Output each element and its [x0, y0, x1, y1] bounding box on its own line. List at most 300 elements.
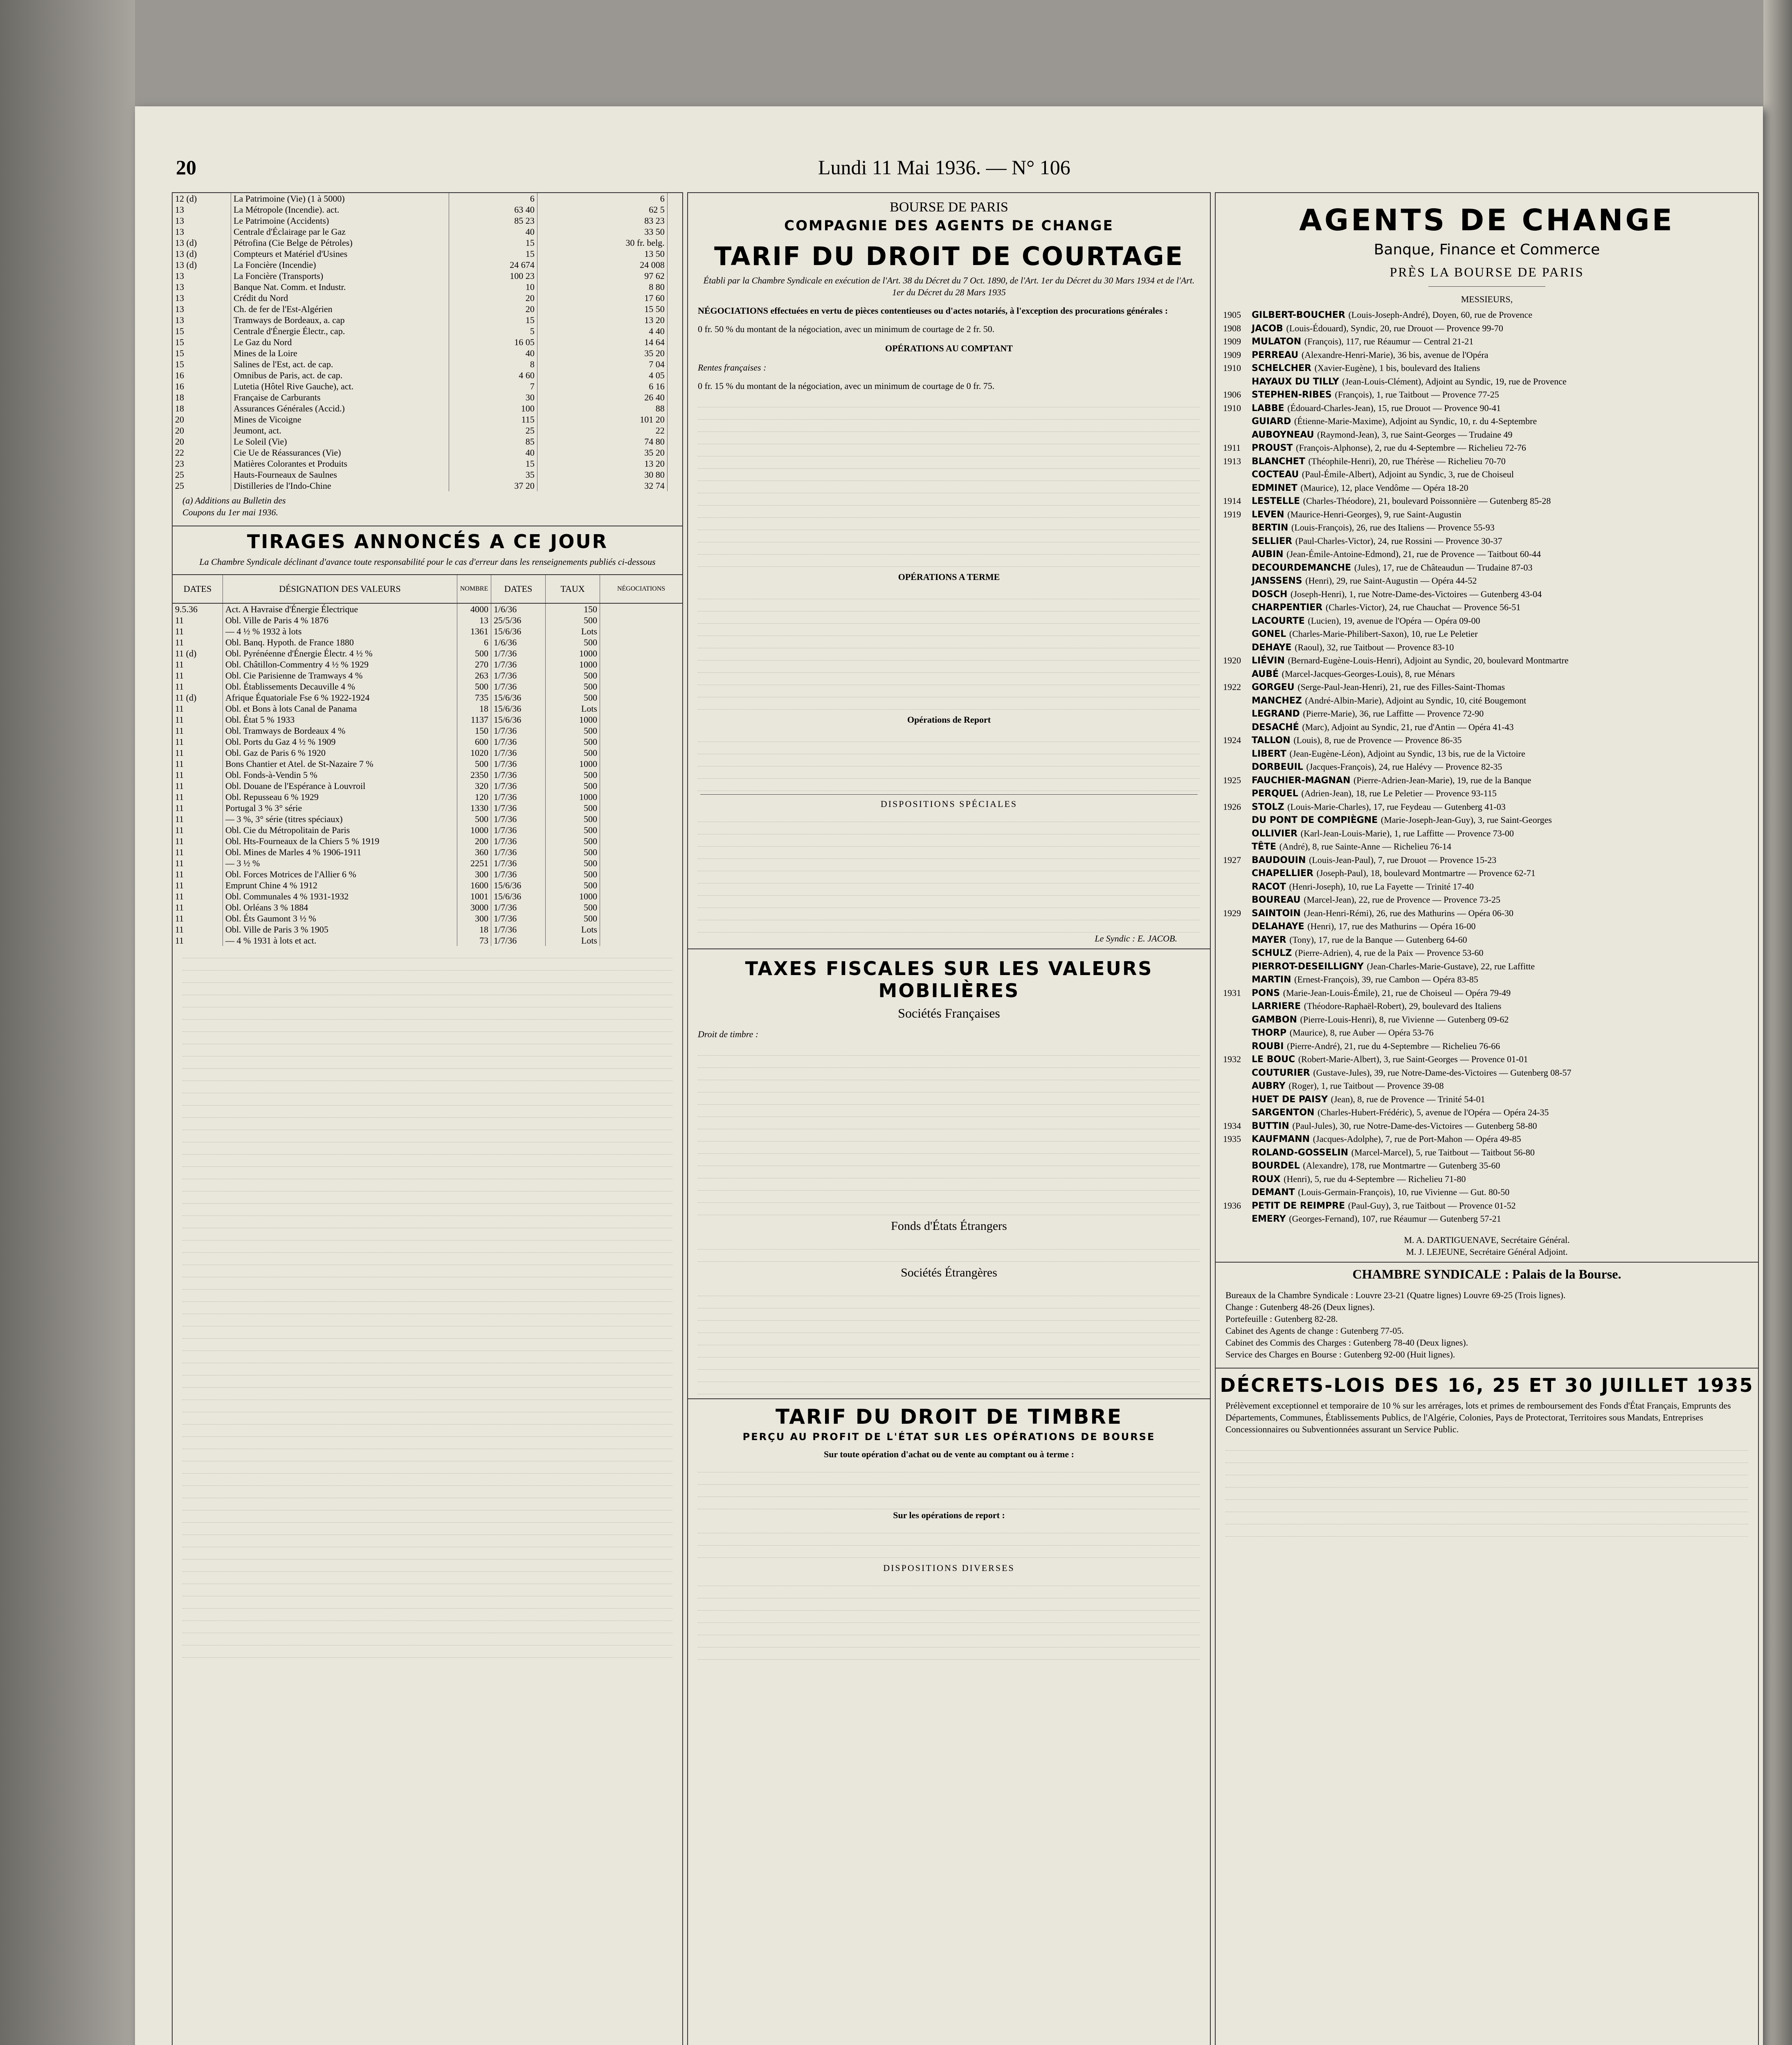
coupon-name: Matières Colorantes et Produits	[231, 458, 449, 469]
text-line	[698, 1056, 1200, 1068]
text-line	[1225, 1524, 1748, 1537]
tirage-name: Obl. État 5 % 1933	[223, 714, 457, 725]
agent-entry	[1216, 322, 1758, 335]
text-line	[698, 1333, 1200, 1345]
coupon-gross: 5	[449, 326, 537, 337]
agent-entry	[1216, 787, 1758, 800]
agent-name: RACOT	[1252, 881, 1289, 892]
agent-name: BAUDOUIN	[1252, 855, 1309, 865]
company-name: COMPAGNIE DES AGENTS DE CHANGE	[784, 218, 1114, 234]
agent-address: (Pierre-André), 21, rue du 4-Septembre — Richelieu 76-66	[1287, 1040, 1500, 1051]
tirage-date: 11	[173, 902, 223, 913]
agent-entry	[1216, 335, 1758, 348]
coupon-net: 6	[537, 193, 667, 204]
tirage-name: — 4 % 1931 à lots et act.	[223, 935, 457, 946]
agent-entry	[1216, 1106, 1758, 1119]
agent-entry	[1216, 468, 1758, 481]
agent-address: (Henri-Joseph), 10, rue La Fayette — Trinité 17-40	[1289, 881, 1474, 892]
tirage-row	[173, 681, 682, 692]
coupon-date: 20	[173, 425, 231, 436]
tirage-date: 11	[173, 802, 223, 814]
col-dates2: DATES	[491, 575, 546, 603]
col-taux: TAUX	[546, 575, 600, 603]
tirage-negociations	[600, 736, 683, 747]
agent-name: LEVEN	[1252, 509, 1288, 520]
coupon-net: 26 40	[537, 392, 667, 403]
tirage-name: Obl. Fonds-à-Vendin 5 %	[223, 769, 457, 780]
tirage-name: — 3 %, 3° série (titres spéciaux)	[223, 814, 457, 825]
tirage-nombre: 500	[457, 681, 491, 692]
agent-name: AUBIN	[1252, 549, 1287, 560]
agent-name: BOUREAU	[1252, 895, 1304, 905]
text-line	[698, 542, 1200, 555]
coupon-gross: 15	[449, 458, 537, 469]
agent-entry	[1216, 721, 1758, 734]
agent-name: SCHULZ	[1252, 948, 1295, 958]
tirage-date-remb: 1/7/36	[491, 769, 546, 780]
tirage-nombre: 4000	[457, 604, 491, 615]
tirage-date-remb: 1/7/36	[491, 725, 546, 736]
agent-entry	[1216, 362, 1758, 375]
chambre-lines	[1216, 1286, 1758, 1364]
agent-name: GUIARD	[1252, 416, 1294, 427]
agent-year: 1922	[1223, 682, 1241, 692]
bourse-head: BOURSE DE PARIS	[890, 200, 1008, 215]
coupon-name: Française de Carburants	[231, 392, 449, 403]
text-line	[182, 1007, 672, 1020]
coupon-gross: 16 05	[449, 337, 537, 348]
agent-name: KAUFMANN	[1252, 1134, 1313, 1144]
agent-address: (Pierre-Louis-Henri), 8, rue Vivienne — Gutenberg 09-62	[1300, 1014, 1509, 1025]
text-line	[182, 1314, 672, 1326]
text-line	[182, 1081, 672, 1093]
coupon-net: 8 80	[537, 281, 667, 292]
text-line	[698, 420, 1200, 432]
agent-name: TALLON	[1252, 735, 1294, 746]
terme-heading: OPÉRATIONS A TERME	[898, 572, 1000, 582]
text-line	[698, 1521, 1200, 1533]
agent-entry	[1216, 960, 1758, 973]
coupon-net: 14 64	[537, 337, 667, 348]
tirage-negociations	[600, 869, 683, 880]
tirage-taux: 500	[546, 769, 600, 780]
tirage-row	[173, 604, 682, 615]
text-line	[698, 1472, 1200, 1485]
agent-name: MULATON	[1252, 337, 1304, 347]
tirage-nombre: 1137	[457, 714, 491, 725]
text-line	[698, 1080, 1200, 1092]
tirages-subtitle: La Chambre Syndicale déclinant d'avance toute responsabilité pour le cas d'erreur dans les renseignements publiés ci-dessous	[199, 557, 656, 567]
text-line	[698, 883, 1200, 896]
agent-address: (Alexandre), 178, rue Montmartre — Gutenberg 35-60	[1303, 1160, 1500, 1171]
text-line	[698, 810, 1200, 822]
text-line	[698, 754, 1200, 766]
agent-name: SARGENTON	[1252, 1108, 1318, 1118]
tirage-nombre: 500	[457, 758, 491, 769]
tirage-name: Obl. Établissements Decauville 4 %	[223, 681, 457, 692]
coupon-name: Omnibus de Paris, act. de cap.	[231, 370, 449, 381]
coupon-name: Le Patrimoine (Accidents)	[231, 215, 449, 226]
text-line	[698, 1043, 1200, 1056]
coupon-name: La Foncière (Incendie)	[231, 259, 449, 270]
comptant-heading: OPÉRATIONS AU COMPTANT	[885, 343, 1013, 353]
tirage-nombre: 320	[457, 780, 491, 791]
agent-name: HUET DE PAISY	[1252, 1094, 1331, 1105]
secretaire-adjoint: M. J. LEJEUNE, Secrétaire Général Adjoint.	[1406, 1246, 1568, 1257]
report-text-block	[688, 730, 1210, 791]
scan-gutter	[0, 0, 135, 2045]
agent-name: SAINTOIN	[1252, 908, 1304, 919]
chambre-line: Cabinet des Commis des Charges : Gutenberg 78-40 (Deux lignes).	[1225, 1337, 1468, 1348]
agent-name: JACOB	[1252, 323, 1286, 334]
agent-name: BERTIN	[1252, 523, 1292, 533]
text-line	[182, 1645, 672, 1658]
text-line	[698, 1296, 1200, 1308]
text-line	[1225, 1438, 1748, 1451]
tirage-taux: 500	[546, 869, 600, 880]
coupon-name: Le Gaz du Nord	[231, 337, 449, 348]
agent-year: 1920	[1223, 655, 1241, 665]
coupon-gross: 40	[449, 348, 537, 359]
text-line	[698, 822, 1200, 834]
tirage-taux: 500	[546, 825, 600, 836]
agent-address: (André), 8, rue Sainte-Anne — Richelieu 76-14	[1279, 841, 1452, 852]
agent-address: (Serge-Paul-Jean-Henri), 21, rue des Filles-Saint-Thomas	[1297, 682, 1505, 692]
tirage-date: 11	[173, 780, 223, 791]
tirage-nombre: 1600	[457, 880, 491, 891]
agent-entry	[1216, 1186, 1758, 1199]
agent-entry	[1216, 1093, 1758, 1106]
tirage-negociations	[600, 637, 683, 648]
tirage-nombre: 2350	[457, 769, 491, 780]
agent-year: 1908	[1223, 323, 1241, 333]
agent-address: (Marcel-Marcel), 5, rue Taitbout — Taitbout 56-80	[1351, 1147, 1535, 1157]
agent-address: (Louis-Édouard), Syndic, 20, rue Drouot — Provence 99-70	[1286, 323, 1503, 333]
agent-entry	[1216, 893, 1758, 907]
tirage-nombre: 2251	[457, 858, 491, 869]
text-line	[182, 1584, 672, 1596]
text-line	[698, 1308, 1200, 1321]
agent-year: 1926	[1223, 801, 1241, 812]
agent-entry	[1216, 428, 1758, 442]
tirage-negociations	[600, 692, 683, 703]
coupon-extra	[667, 436, 682, 447]
tirage-date: 9.5.36	[173, 604, 223, 615]
agent-name: DECOURDEMANCHE	[1252, 562, 1354, 573]
agent-name: CHARPENTIER	[1252, 602, 1326, 613]
tirage-nombre: 1000	[457, 825, 491, 836]
text-line	[182, 1388, 672, 1400]
agent-entry	[1216, 561, 1758, 575]
agent-year: 1927	[1223, 854, 1241, 865]
taxes-title: TAXES FISCALES SUR LES VALEURS MOBILIÈRES	[745, 957, 1153, 1002]
coupon-net: 33 50	[537, 226, 667, 237]
agent-entry	[1216, 415, 1758, 428]
tirage-taux: 500	[546, 670, 600, 681]
text-line	[1225, 1463, 1748, 1475]
tirage-date: 11	[173, 858, 223, 869]
agents-title: AGENTS DE CHANGE	[1299, 203, 1675, 237]
chambre-title: CHAMBRE SYNDICALE : Palais de la Bourse.	[1352, 1266, 1621, 1281]
agent-entry	[1216, 1066, 1758, 1080]
text-line	[698, 1635, 1200, 1647]
tirage-nombre: 270	[457, 659, 491, 670]
coupon-gross: 20	[449, 303, 537, 315]
text-line	[182, 1486, 672, 1498]
text-line	[182, 1204, 672, 1216]
coupon-name: Le Soleil (Vie)	[231, 436, 449, 447]
tirage-negociations	[600, 935, 683, 946]
coupon-net: 4 05	[537, 370, 667, 381]
tirage-negociations	[600, 681, 683, 692]
agent-address: (Édouard-Charles-Jean), 15, rue Drouot — Provence 90-41	[1287, 402, 1501, 413]
agent-address: (Roger), 1, rue Taitbout — Provence 39-08	[1288, 1081, 1444, 1091]
tirage-negociations	[600, 825, 683, 836]
tirage-name: Obl. Banq. Hypoth. de France 1880	[223, 637, 457, 648]
text-line	[698, 1611, 1200, 1623]
agent-address: (Pierre-Adrien), 4, rue de la Paix — Provence 53-60	[1295, 948, 1484, 958]
coupon-date: 13	[173, 226, 231, 237]
coupon-name: Centrale d'Énergie Électr., cap.	[231, 326, 449, 337]
text-line	[1225, 1500, 1748, 1512]
tirage-taux: 500	[546, 692, 600, 703]
agent-name: SCHELCHER	[1252, 363, 1315, 373]
agent-address: (Paul-Guy), 3, rue Taitbout — Provence 01-52	[1348, 1200, 1516, 1211]
agent-address: (Charles-Hubert-Frédéric), 5, avenue de l'Opéra — Opéra 24-35	[1318, 1107, 1549, 1117]
coupon-gross: 20	[449, 292, 537, 303]
agent-name: PERREAU	[1252, 350, 1302, 360]
tirage-date: 11	[173, 913, 223, 924]
agent-name: ROUX	[1252, 1174, 1284, 1184]
coupon-extra	[667, 414, 682, 425]
coupons-note	[173, 491, 682, 521]
tirage-nombre: 1020	[457, 747, 491, 758]
agent-entry	[1216, 1212, 1758, 1226]
text-line	[698, 1166, 1200, 1178]
text-line	[182, 1339, 672, 1351]
decrets-continuation	[1216, 1438, 1758, 1537]
coupon-row	[173, 193, 682, 204]
agents-subtitle2: PRÈS LA BOURSE DE PARIS	[1390, 265, 1584, 279]
text-line	[698, 1237, 1200, 1249]
tirage-date: 11	[173, 924, 223, 935]
tirage-name: Obl. Tramways de Bordeaux 4 %	[223, 725, 457, 736]
tirage-row	[173, 692, 682, 703]
agent-address: (Xavier-Eugène), 1 bis, boulevard des Italiens	[1314, 363, 1480, 373]
text-line	[182, 1155, 672, 1167]
text-line	[698, 469, 1200, 481]
text-line	[698, 407, 1200, 420]
coupon-row	[173, 204, 682, 215]
coupon-row	[173, 392, 682, 403]
coupon-net: 13 50	[537, 248, 667, 259]
agent-name: DU PONT DE COMPIÈGNE	[1252, 815, 1381, 825]
agent-address: (Jean-Émile-Antoine-Edmond), 21, rue de Provence — Taitbout 60-44	[1286, 549, 1541, 559]
text-line	[698, 871, 1200, 883]
tirage-taux: Lots	[546, 626, 600, 637]
tirage-row	[173, 825, 682, 836]
tirage-nombre: 1001	[457, 891, 491, 902]
tirage-date: 11	[173, 615, 223, 626]
text-line	[698, 661, 1200, 673]
tirage-taux: 500	[546, 725, 600, 736]
coupon-row	[173, 303, 682, 315]
agent-address: (Jean-Charles-Marie-Gustave), 22, rue Laffitte	[1367, 961, 1535, 971]
coupon-gross: 30	[449, 392, 537, 403]
tirage-date-remb: 1/6/36	[491, 604, 546, 615]
tirage-name: Obl. Éts Gaumont 3 ½ %	[223, 913, 457, 924]
agent-address: (Louis-Germain-François), 10, rue Vivienne — Gut. 80-50	[1298, 1187, 1510, 1197]
text-line	[698, 599, 1200, 611]
coupon-gross: 100	[449, 403, 537, 414]
text-line	[1225, 1451, 1748, 1463]
coupon-row	[173, 436, 682, 447]
coupon-net: 24 008	[537, 259, 667, 270]
tirage-date: 11	[173, 725, 223, 736]
text-line	[182, 1191, 672, 1204]
tirage-taux: 500	[546, 747, 600, 758]
page-number: 20	[176, 156, 196, 179]
agent-entry	[1216, 760, 1758, 774]
agent-year: 1906	[1223, 389, 1241, 400]
agent-entry	[1216, 441, 1758, 455]
coupon-extra	[667, 315, 682, 326]
agent-name: LIBERT	[1252, 748, 1290, 759]
tirage-taux: 500	[546, 913, 600, 924]
text-line	[182, 1609, 672, 1621]
tirage-date: 11 (d)	[173, 692, 223, 703]
text-line	[698, 779, 1200, 791]
agent-address: (Charles-Marie-Philibert-Saxon), 10, rue Le Peletier	[1289, 629, 1478, 639]
tirage-row	[173, 802, 682, 814]
agent-address: (Alexandre-Henri-Marie), 36 bis, avenue de l'Opéra	[1301, 349, 1488, 360]
agent-name: STOLZ	[1252, 802, 1288, 812]
rentes-heading: Rentes françaises :	[698, 362, 767, 373]
tirage-row	[173, 814, 682, 825]
agent-entry	[1216, 627, 1758, 641]
coupon-net: 74 80	[537, 436, 667, 447]
text-line	[698, 1203, 1200, 1215]
agent-address: (Marcel-Jacques-Georges-Louis), 8, rue Ménars	[1282, 668, 1455, 679]
divider	[688, 948, 1210, 949]
tirage-date-remb: 1/7/36	[491, 681, 546, 692]
tirage-date: 11	[173, 814, 223, 825]
tirage-name: Obl. Châtillon-Commentry 4 ½ % 1929	[223, 659, 457, 670]
coupon-gross: 35	[449, 469, 537, 480]
agent-entry	[1216, 402, 1758, 415]
text-line	[698, 847, 1200, 859]
agent-entry	[1216, 308, 1758, 322]
tirage-taux: 500	[546, 880, 600, 891]
coupon-net: 35 20	[537, 348, 667, 359]
agent-address: (Robert-Marie-Albert), 3, rue Saint-Georges — Provence 01-01	[1298, 1054, 1528, 1064]
agent-address: (Jules), 17, rue de Châteaudun — Trudaine 87-03	[1354, 562, 1533, 573]
tirage-row	[173, 659, 682, 670]
agent-address: (Maurice), 12, place Vendôme — Opéra 18-20	[1300, 482, 1468, 493]
agent-year: 1910	[1223, 363, 1241, 373]
text-line	[182, 1167, 672, 1179]
agent-name: GAMBON	[1252, 1014, 1300, 1025]
coupon-extra	[667, 303, 682, 315]
agent-entry	[1216, 548, 1758, 561]
coupon-date: 13	[173, 292, 231, 303]
tirage-date: 11	[173, 714, 223, 725]
tirage-date-remb: 1/6/36	[491, 637, 546, 648]
tirage-date: 11	[173, 825, 223, 836]
text-line	[698, 555, 1200, 567]
tirage-date-remb: 1/7/36	[491, 814, 546, 825]
coupon-net: 7 04	[537, 359, 667, 370]
tirage-row	[173, 935, 682, 946]
tirages-title: TIRAGES ANNONCÉS A CE JOUR	[247, 530, 608, 553]
tirage-date-remb: 1/7/36	[491, 836, 546, 847]
text-line	[698, 1586, 1200, 1598]
coupon-row	[173, 469, 682, 480]
agent-address: (Théodore-Raphaël-Robert), 29, boulevard des Italiens	[1304, 1001, 1502, 1011]
tirage-row	[173, 869, 682, 880]
report-ops-heading: Sur les opérations de report :	[893, 1510, 1005, 1520]
tirage-negociations	[600, 747, 683, 758]
tirage-date: 11	[173, 869, 223, 880]
coupon-row	[173, 348, 682, 359]
coupon-date: 13	[173, 315, 231, 326]
tirage-date: 11	[173, 626, 223, 637]
text-line	[182, 1290, 672, 1302]
text-line	[182, 1302, 672, 1314]
tirage-date-remb: 1/7/36	[491, 902, 546, 913]
agent-name: LIÉVIN	[1252, 656, 1288, 666]
agent-entry	[1216, 494, 1758, 508]
agent-name: PIERROT-DESEILLIGNY	[1252, 961, 1367, 972]
tirage-row	[173, 780, 682, 791]
text-line	[182, 1596, 672, 1609]
coupons-note-line: Coupons du 1er mai 1936.	[182, 507, 279, 517]
agent-entry	[1216, 654, 1758, 667]
tirage-nombre: 500	[457, 648, 491, 659]
agent-name: MANCHEZ	[1252, 695, 1305, 706]
tirage-name: Act. A Havraise d'Énergie Électrique	[223, 604, 457, 615]
tirage-negociations	[600, 604, 683, 615]
tirage-taux: 500	[546, 615, 600, 626]
tirage-row	[173, 736, 682, 747]
tirage-date-remb: 1/7/36	[491, 780, 546, 791]
agent-year: 1905	[1223, 310, 1241, 320]
tirage-row	[173, 902, 682, 913]
tirage-nombre: 263	[457, 670, 491, 681]
tirage-taux: 150	[546, 604, 600, 615]
text-line	[698, 834, 1200, 847]
tirage-name: — 4 ½ % 1932 à lots	[223, 626, 457, 637]
coupon-net: 88	[537, 403, 667, 414]
syndic-signature: Le Syndic : E. JACOB.	[1095, 933, 1177, 944]
coupon-extra	[667, 447, 682, 458]
tirage-row	[173, 836, 682, 847]
tirage-taux: 1000	[546, 648, 600, 659]
text-line	[182, 1106, 672, 1118]
agent-entry	[1216, 1040, 1758, 1053]
agent-name: MARTIN	[1252, 975, 1295, 985]
agent-address: (Charles-Théodore), 21, boulevard Poissonnière — Gutenberg 85-28	[1303, 496, 1551, 506]
agent-name: COCTEAU	[1252, 470, 1302, 480]
text-line	[182, 1510, 672, 1523]
agent-address: (Paul-Émile-Albert), Adjoint au Syndic, 3, rue de Choiseul	[1302, 469, 1514, 479]
coupon-extra	[667, 292, 682, 303]
agent-name: DORBEUIL	[1252, 762, 1306, 772]
timbre-subtitle: PERÇU AU PROFIT DE L'ÉTAT SUR LES OPÉRATIONS DE BOURSE	[742, 1431, 1156, 1443]
agent-address: (François), 1, rue Taitbout — Provence 77-25	[1335, 389, 1499, 400]
agent-entry	[1216, 734, 1758, 747]
taxes-text-block	[688, 1043, 1210, 1215]
